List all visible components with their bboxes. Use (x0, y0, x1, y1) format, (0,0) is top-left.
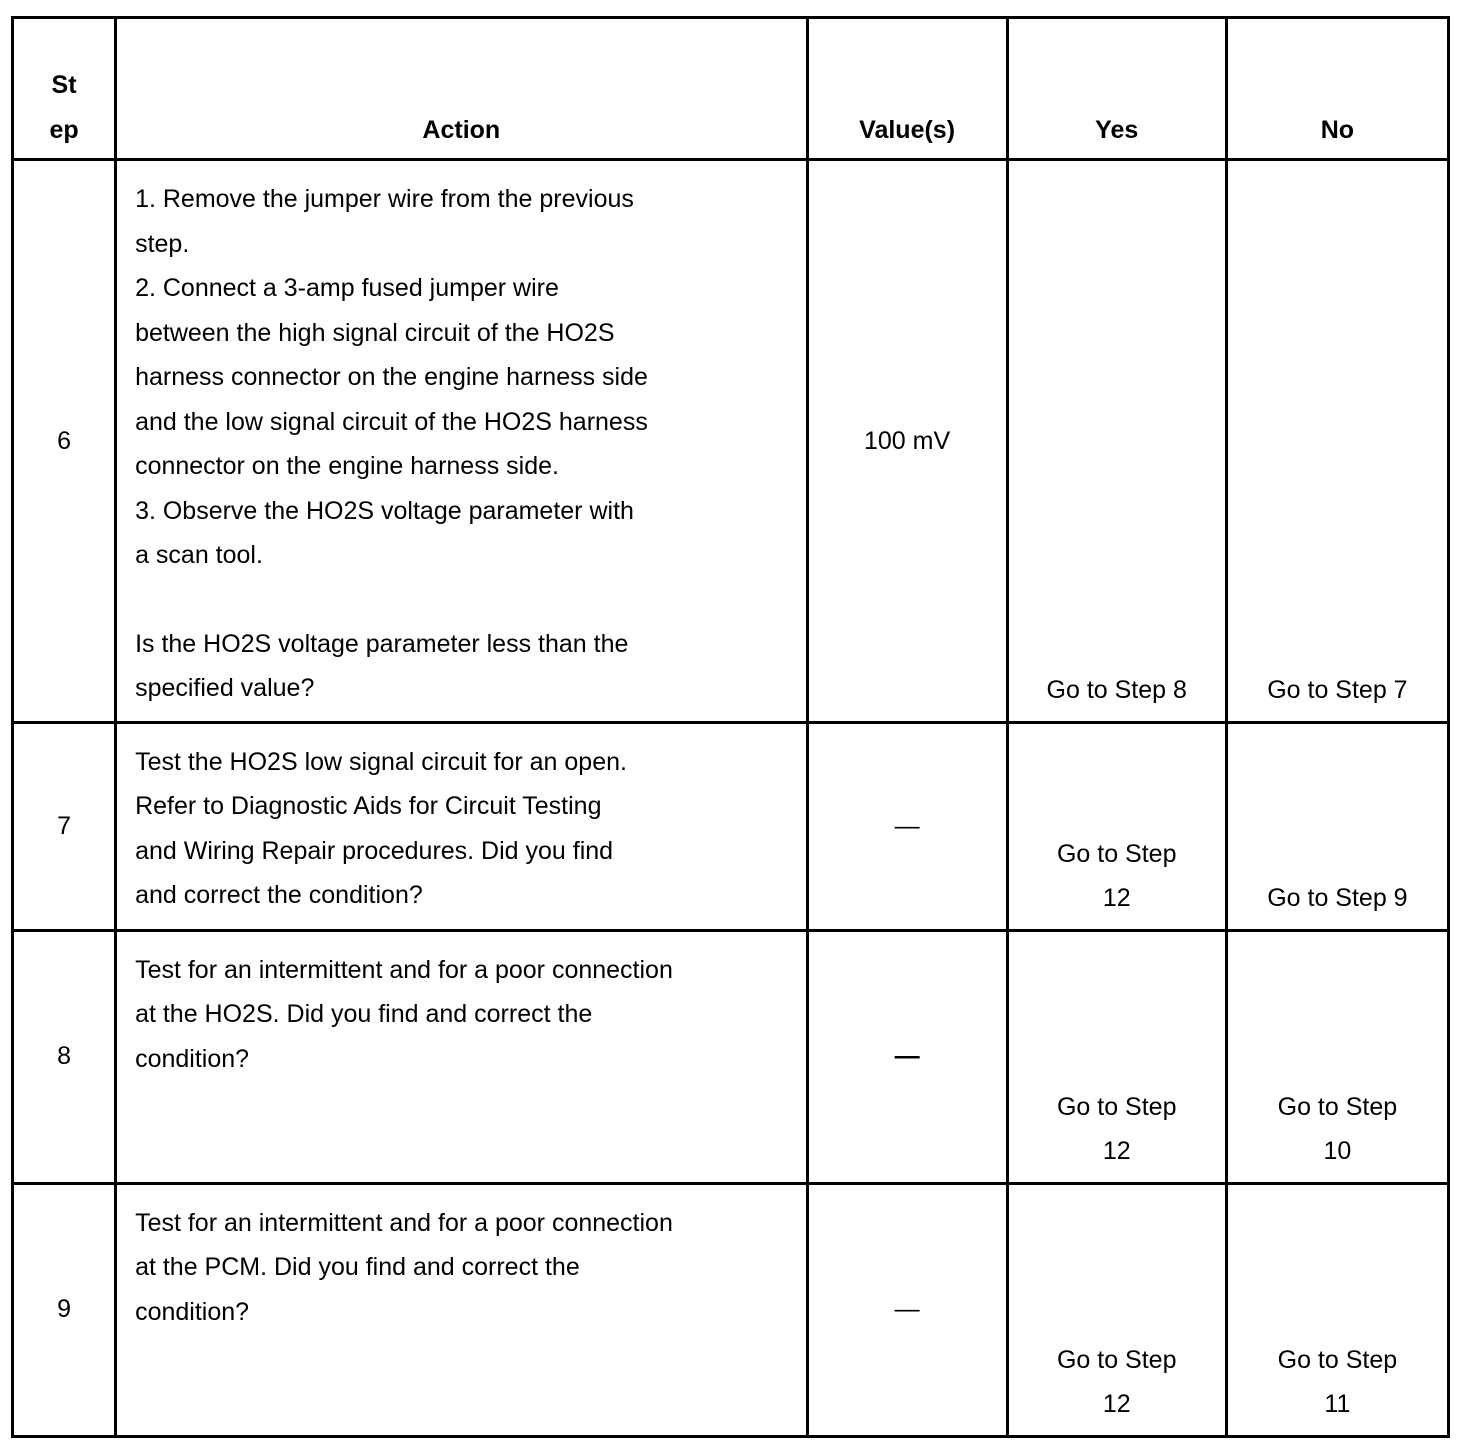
action-line: Test for an intermittent and for a poor connection (135, 1208, 673, 1237)
no-cell: Go to Step 7 (1226, 160, 1448, 723)
value-cell: — (807, 722, 1007, 930)
yes-line: Go to Step (1056, 1345, 1177, 1374)
action-cell (116, 1183, 807, 1436)
action-line: and Wiring Repair procedures. Did you find (135, 836, 614, 865)
yes-line: 12 (1102, 1137, 1131, 1165)
action-line: 3. Observe the HO2S voltage parameter with (135, 496, 634, 525)
action-line: 2. Connect a 3-amp fused jumper wire (135, 274, 559, 302)
header-step-line2: ep (49, 115, 79, 144)
action-line: at the HO2S. Did you find and correct the (135, 1000, 593, 1028)
step-number: 7 (13, 722, 116, 930)
action-line: step. (135, 229, 190, 258)
yes-line: 12 (1102, 884, 1131, 912)
action-line: at the PCM. Did you find and correct the (135, 1253, 580, 1281)
table-row (13, 722, 1449, 930)
no-cell (1226, 1183, 1448, 1436)
action-line: condition? (135, 1297, 250, 1326)
step-number: 6 (13, 160, 116, 723)
action-cell (116, 930, 807, 1183)
yes-cell (1007, 930, 1226, 1183)
no-line: Go to Step (1277, 1345, 1398, 1374)
action-line: Test for an intermittent and for a poor connection (135, 955, 673, 984)
yes-line: Go to Step (1056, 839, 1177, 868)
diagnostic-table (11, 16, 1450, 1438)
action-line: between the high signal circuit of the HO2S (135, 318, 615, 347)
step-number: 8 (13, 930, 116, 1183)
table-row (13, 930, 1449, 1183)
value-cell: — (807, 1183, 1007, 1436)
no-cell: Go to Step 9 (1226, 722, 1448, 930)
header-row (13, 18, 1449, 160)
header-step (13, 18, 116, 160)
header-values: Value(s) (807, 18, 1007, 160)
action-line: connector on the engine harness side. (135, 452, 559, 480)
action-line: and correct the condition? (135, 881, 423, 909)
yes-cell (1007, 722, 1226, 930)
header-action: Action (116, 18, 807, 160)
yes-line: 12 (1102, 1390, 1131, 1418)
question-line: Is the HO2S voltage parameter less than the (135, 629, 629, 658)
no-cell (1226, 930, 1448, 1183)
value-cell: 100 mV (807, 160, 1007, 723)
action-line: Test the HO2S low signal circuit for an open. (135, 747, 627, 776)
header-yes: Yes (1007, 18, 1226, 160)
action-line: harness connector on the engine harness side (135, 363, 648, 391)
question-line: specified value? (135, 674, 315, 702)
no-line: Go to Step (1277, 1092, 1398, 1121)
action-line: and the low signal circuit of the HO2S harness (135, 407, 648, 436)
action-line: Refer to Diagnostic Aids for Circuit Testing (135, 792, 602, 820)
action-line: a scan tool. (135, 541, 263, 569)
action-line: 1. Remove the jumper wire from the previous (135, 185, 634, 213)
header-step-line1: St (51, 71, 77, 99)
table-row (13, 1183, 1449, 1436)
yes-cell (1007, 1183, 1226, 1436)
action-cell (116, 722, 807, 930)
step-number: 9 (13, 1183, 116, 1436)
no-line: 10 (1323, 1137, 1352, 1165)
no-line: 11 (1324, 1390, 1351, 1418)
action-cell (116, 160, 807, 723)
value-cell: — (807, 930, 1007, 1183)
header-no: No (1226, 18, 1448, 160)
spacer (135, 578, 785, 622)
action-line: condition? (135, 1044, 250, 1073)
yes-line: Go to Step (1056, 1092, 1177, 1121)
table-row (13, 160, 1449, 723)
yes-cell: Go to Step 8 (1007, 160, 1226, 723)
